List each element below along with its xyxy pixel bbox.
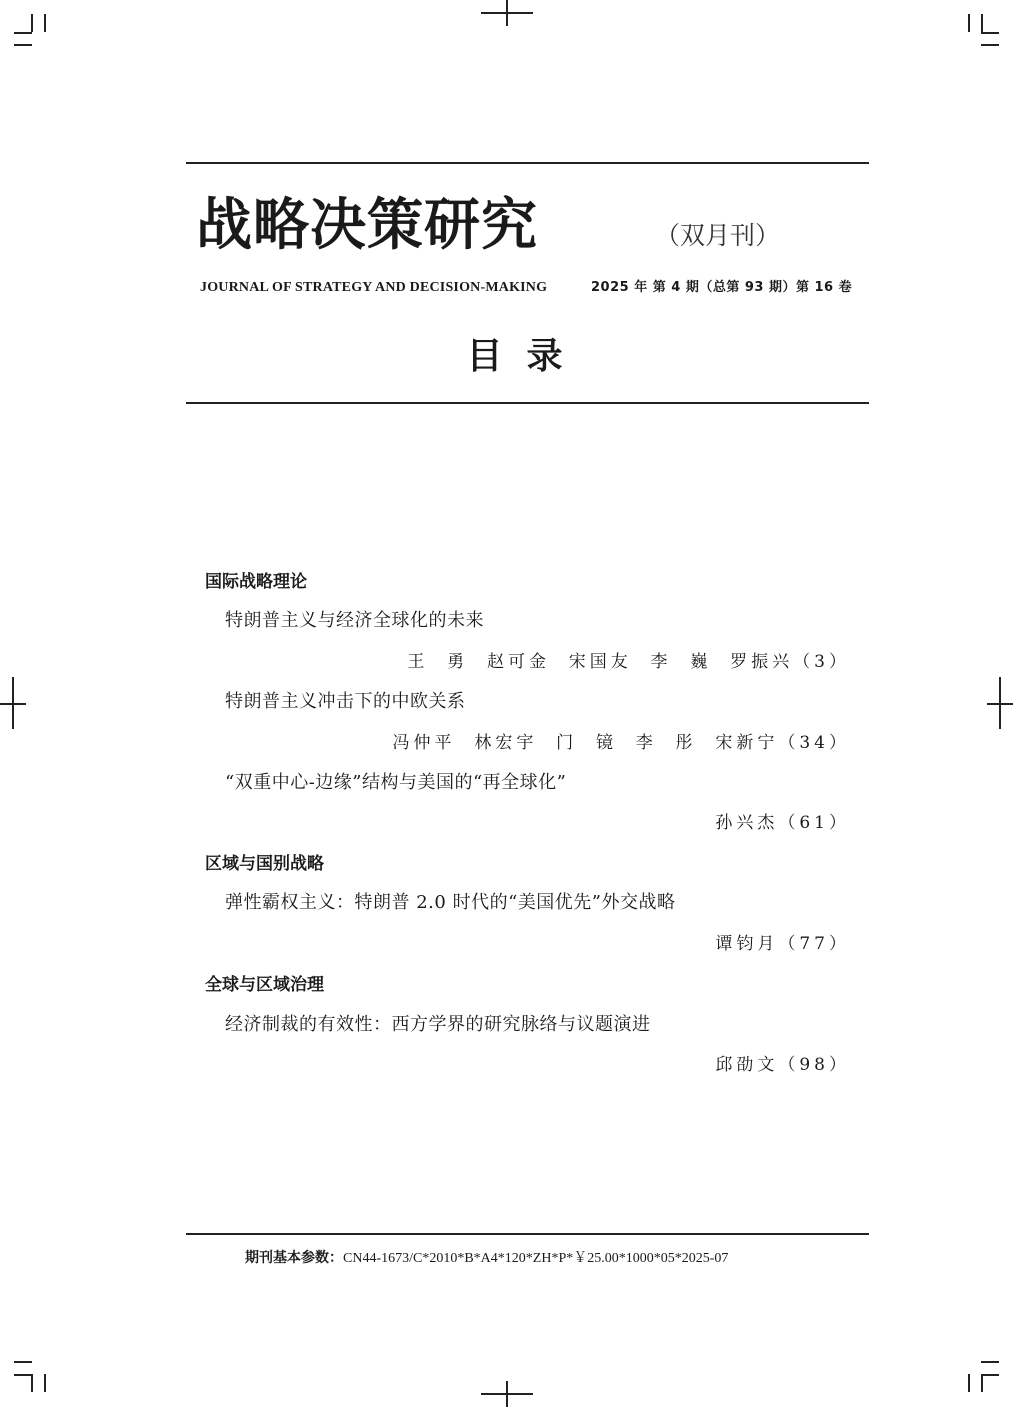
header-top-rule: [186, 162, 869, 164]
issue-info: 2025 年 第 4 期（总第 93 期）第 16 卷: [591, 280, 853, 295]
article-title[interactable]: 经济制裁的有效性：西方学界的研究脉络与议题演进: [225, 1014, 651, 1035]
article-authors: 冯仲平 林宏宇 门 镜 李 彤 宋新宁（34）: [392, 733, 850, 753]
section-heading: 国际战略理论: [205, 572, 307, 592]
header-bottom-rule: [186, 402, 869, 404]
article-authors: 王 勇 赵可金 宋国友 李 巍 罗振兴（3）: [407, 652, 850, 672]
section-heading: 全球与区域治理: [205, 975, 324, 995]
journal-frequency: （双月刊）: [655, 221, 781, 250]
article-title[interactable]: 特朗普主义冲击下的中欧关系: [225, 691, 466, 712]
article-title[interactable]: “双重中心-边缘”结构与美国的“再全球化”: [225, 772, 567, 793]
parameters-value: CN44-1673/C*2010*B*A4*120*ZH*P*￥25.00*1000*05*2025-07: [343, 1251, 729, 1266]
article-authors: 邱劭文（98）: [715, 1055, 850, 1075]
journal-title-english: JOURNAL OF STRATEGY AND DECISION-MAKING: [200, 280, 548, 295]
article-authors: 谭钧月（77）: [715, 934, 850, 954]
article-title[interactable]: 特朗普主义与经济全球化的未来: [225, 610, 484, 631]
journal-title: 战略决策研究: [196, 192, 538, 258]
publication-parameters: [245, 1249, 728, 1268]
parameters-label: 期刊基本参数：: [245, 1250, 343, 1266]
section-heading: 区域与国别战略: [205, 854, 324, 874]
footer-rule: [186, 1233, 869, 1235]
article-authors: 孙兴杰（61）: [715, 813, 850, 833]
article-title[interactable]: 弹性霸权主义：特朗普 2.0 时代的“美国优先”外交战略: [225, 892, 676, 913]
toc-heading: 目录: [466, 335, 587, 377]
